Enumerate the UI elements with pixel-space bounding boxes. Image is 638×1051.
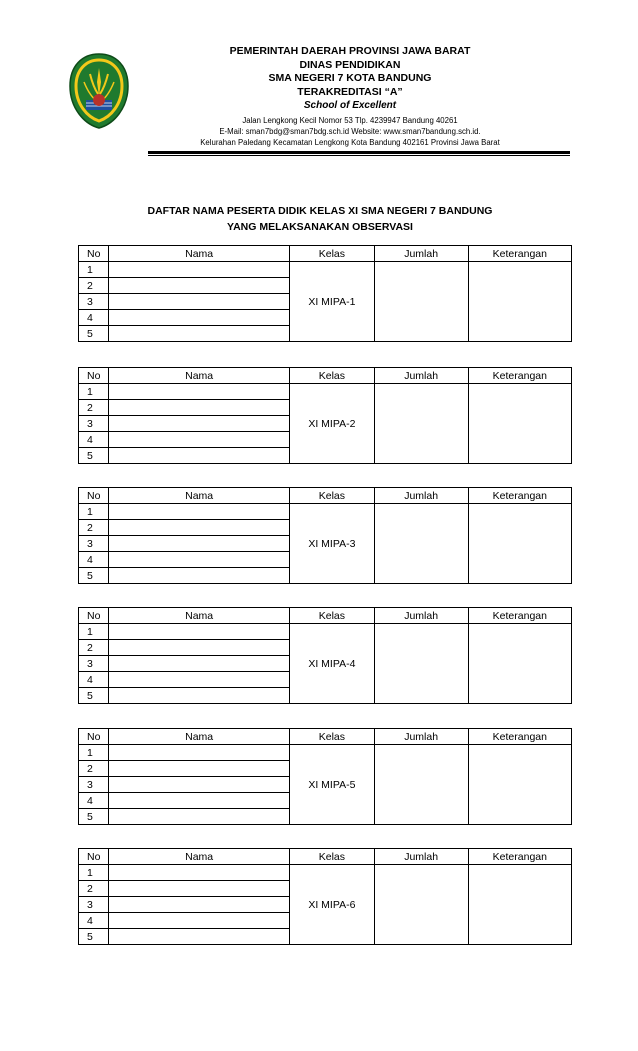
header-department: DINAS PENDIDIKAN [299, 58, 401, 71]
table-header-row [79, 729, 572, 745]
title-line-2: YANG MELAKSANAKAN OBSERVASI [227, 221, 413, 233]
name-cell [109, 384, 290, 400]
class-cell: XI MIPA-1 [290, 262, 374, 342]
table-header-row [79, 608, 572, 624]
column-header-keterangan: Keterangan [468, 488, 571, 504]
remarks-cell [468, 384, 571, 464]
name-cell [109, 262, 290, 278]
header-location: Kelurahan Paledang Kecamatan Lengkong Kota Bandung 402161 Provinsi Jawa Barat [200, 138, 500, 147]
remarks-cell [468, 865, 571, 945]
name-cell [109, 278, 290, 294]
remarks-cell [468, 504, 571, 584]
table-header-row [79, 849, 572, 865]
name-cell [109, 504, 290, 520]
class-cell: XI MIPA-5 [290, 745, 374, 825]
row-number: 3 [79, 897, 109, 913]
count-cell [374, 865, 468, 945]
column-header-jumlah: Jumlah [374, 368, 468, 384]
name-cell [109, 809, 290, 825]
row-number: 5 [79, 929, 109, 945]
column-header-nama: Nama [109, 488, 290, 504]
table-row [79, 384, 572, 400]
header-rule-thick [148, 151, 570, 154]
name-cell [109, 745, 290, 761]
header-government: PEMERINTAH DAERAH PROVINSI JAWA BARAT [229, 45, 471, 57]
class-cell: XI MIPA-4 [290, 624, 374, 704]
row-number: 2 [79, 278, 109, 294]
row-number: 1 [79, 624, 109, 640]
class-table [78, 848, 572, 945]
table-row [79, 504, 572, 520]
row-number: 4 [79, 432, 109, 448]
count-cell [374, 384, 468, 464]
name-cell [109, 432, 290, 448]
header-rule-thin [148, 155, 570, 156]
row-number: 4 [79, 310, 109, 326]
document-title [120, 203, 520, 235]
column-header-nama: Nama [109, 246, 290, 262]
column-header-jumlah: Jumlah [374, 729, 468, 745]
name-cell [109, 688, 290, 704]
class-table [78, 607, 572, 704]
name-cell [109, 881, 290, 897]
header-motto: School of Excellent [303, 100, 397, 111]
row-number: 3 [79, 536, 109, 552]
header-school: SMA NEGERI 7 KOTA BANDUNG [268, 72, 432, 84]
jawa-barat-emblem-icon [68, 52, 130, 130]
column-header-no: No [79, 246, 109, 262]
row-number: 2 [79, 520, 109, 536]
name-cell [109, 552, 290, 568]
class-table [78, 245, 572, 342]
name-cell [109, 416, 290, 432]
row-number: 5 [79, 688, 109, 704]
column-header-kelas: Kelas [290, 608, 374, 624]
row-number: 3 [79, 777, 109, 793]
column-header-no: No [79, 608, 109, 624]
count-cell [374, 262, 468, 342]
count-cell [374, 504, 468, 584]
column-header-nama: Nama [109, 368, 290, 384]
column-header-nama: Nama [109, 608, 290, 624]
row-number: 5 [79, 568, 109, 584]
name-cell [109, 310, 290, 326]
row-number: 1 [79, 384, 109, 400]
name-cell [109, 793, 290, 809]
column-header-no: No [79, 849, 109, 865]
row-number: 1 [79, 865, 109, 881]
name-cell [109, 400, 290, 416]
count-cell [374, 745, 468, 825]
row-number: 5 [79, 809, 109, 825]
row-number: 4 [79, 793, 109, 809]
column-header-keterangan: Keterangan [468, 849, 571, 865]
name-cell [109, 448, 290, 464]
table-header-row [79, 488, 572, 504]
column-header-no: No [79, 729, 109, 745]
name-cell [109, 656, 290, 672]
name-cell [109, 761, 290, 777]
title-line-1: DAFTAR NAMA PESERTA DIDIK KELAS XI SMA NEGERI 7 BANDUNG [147, 205, 493, 217]
row-number: 5 [79, 326, 109, 342]
row-number: 2 [79, 400, 109, 416]
row-number: 1 [79, 745, 109, 761]
remarks-cell [468, 262, 571, 342]
class-cell: XI MIPA-2 [290, 384, 374, 464]
name-cell [109, 672, 290, 688]
column-header-kelas: Kelas [290, 368, 374, 384]
column-header-jumlah: Jumlah [374, 608, 468, 624]
class-table [78, 367, 572, 464]
row-number: 3 [79, 656, 109, 672]
name-cell [109, 624, 290, 640]
header-accreditation: TERAKREDITASI “A” [297, 85, 403, 98]
table-row [79, 745, 572, 761]
name-cell [109, 326, 290, 342]
row-number: 1 [79, 504, 109, 520]
column-header-kelas: Kelas [290, 488, 374, 504]
row-number: 4 [79, 552, 109, 568]
column-header-no: No [79, 488, 109, 504]
column-header-kelas: Kelas [290, 246, 374, 262]
row-number: 2 [79, 761, 109, 777]
table-row [79, 624, 572, 640]
column-header-keterangan: Keterangan [468, 368, 571, 384]
remarks-cell [468, 745, 571, 825]
column-header-kelas: Kelas [290, 729, 374, 745]
column-header-jumlah: Jumlah [374, 849, 468, 865]
table-row [79, 865, 572, 881]
name-cell [109, 897, 290, 913]
name-cell [109, 777, 290, 793]
row-number: 3 [79, 294, 109, 310]
name-cell [109, 865, 290, 881]
class-table [78, 728, 572, 825]
column-header-no: No [79, 368, 109, 384]
class-cell: XI MIPA-3 [290, 504, 374, 584]
name-cell [109, 929, 290, 945]
row-number: 2 [79, 640, 109, 656]
name-cell [109, 536, 290, 552]
column-header-jumlah: Jumlah [374, 488, 468, 504]
column-header-nama: Nama [109, 849, 290, 865]
header-contact: E-Mail: sman7bdg@sman7bdg.sch.id Website: www.sman7bandung.sch.id. [219, 127, 481, 136]
table-row [79, 262, 572, 278]
table-header-row [79, 368, 572, 384]
letterhead-text [140, 45, 560, 148]
table-header-row [79, 246, 572, 262]
class-table [78, 487, 572, 584]
column-header-keterangan: Keterangan [468, 729, 571, 745]
column-header-kelas: Kelas [290, 849, 374, 865]
column-header-jumlah: Jumlah [374, 246, 468, 262]
class-cell: XI MIPA-6 [290, 865, 374, 945]
name-cell [109, 520, 290, 536]
letterhead [0, 40, 638, 155]
name-cell [109, 568, 290, 584]
row-number: 5 [79, 448, 109, 464]
name-cell [109, 294, 290, 310]
column-header-keterangan: Keterangan [468, 246, 571, 262]
row-number: 1 [79, 262, 109, 278]
row-number: 2 [79, 881, 109, 897]
remarks-cell [468, 624, 571, 704]
header-address: Jalan Lengkong Kecil Nomor 53 Tlp. 4239947 Bandung 40261 [242, 116, 458, 125]
name-cell [109, 640, 290, 656]
name-cell [109, 913, 290, 929]
count-cell [374, 624, 468, 704]
row-number: 3 [79, 416, 109, 432]
row-number: 4 [79, 913, 109, 929]
column-header-nama: Nama [109, 729, 290, 745]
column-header-keterangan: Keterangan [468, 608, 571, 624]
row-number: 4 [79, 672, 109, 688]
